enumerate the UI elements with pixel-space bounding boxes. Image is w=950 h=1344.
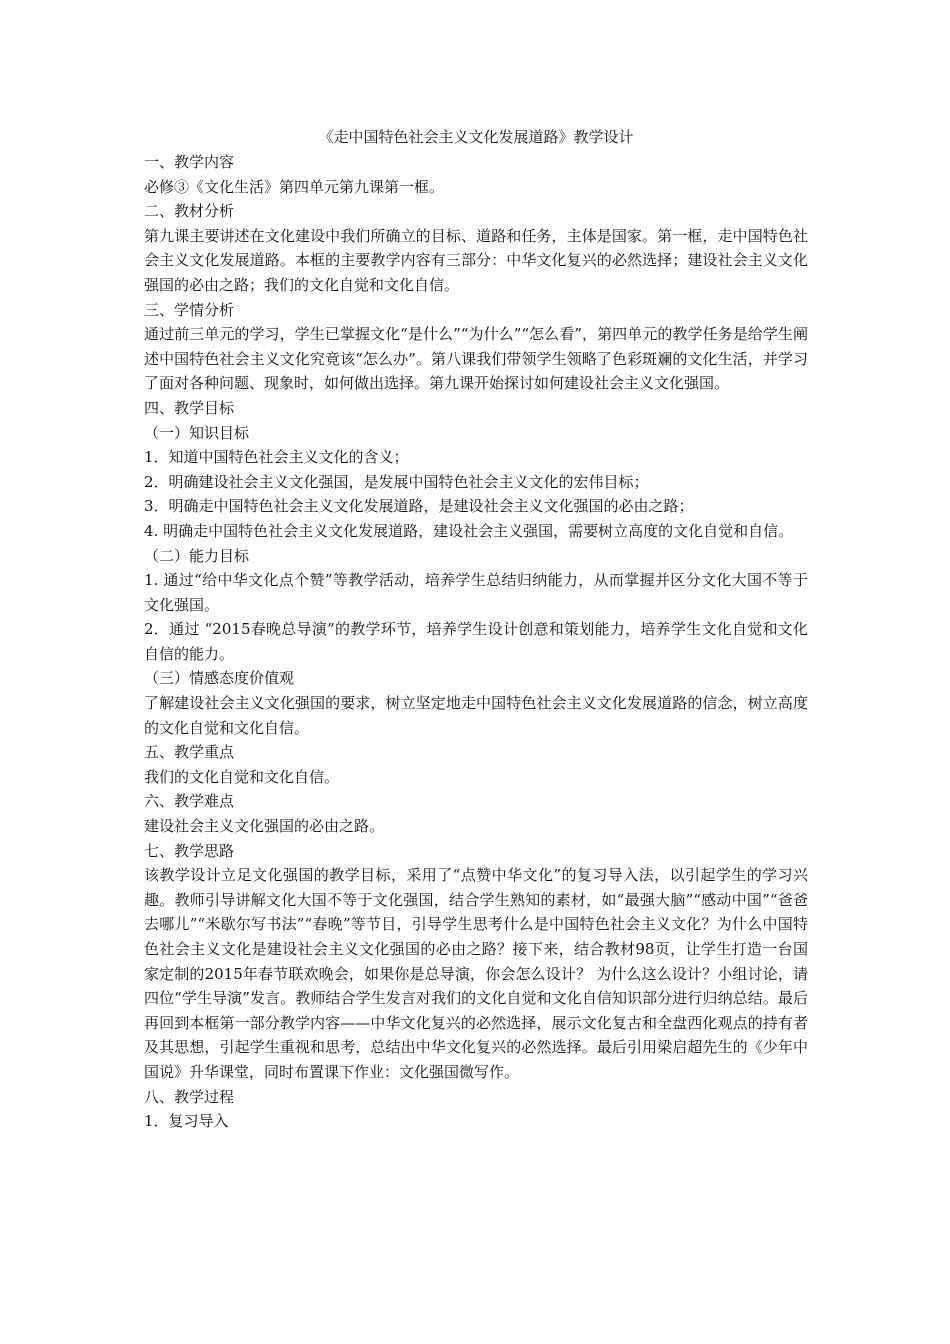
section-text-teaching-approach: 该教学设计立足文化强国的教学目标，采用了“点赞中华文化”的复习导入法，以引起学生的学习兴趣。教师引导讲解文化大国不等于文化强国，结合学生熟知的素材，如“最强大脑”“感动中国”“爸爸去哪儿”“米歇尔写书法”“春晚”等节目，引导学生思考什么是中国特色社会主义文化？为什么中国特色社会主义文化是建设社会主义文化强国的必由之路？接下来，结合教材98页，让学生打造一台国家定制的2015年春节联欢晚会，如果你是总导演，你会怎么设计？ 为什么这么设计？小组讨论，请四位“学生导演”发言。教师结合学生发言对我们的文化自觉和文化自信知识部分进行归纳总结。最后再回到本框第一部分教学内容——中华文化复兴的必然选择，展示文化复古和全盘西化观点的持有者及其思想，引起学生重视和思考，总结出中华文化复兴的必然选择。最后引用梁启超先生的《少年中国说》升华课堂，同时布置课下作业：文化强国微写作。 <box>144 866 808 1081</box>
section-heading-teaching-approach: 七、教学思路 <box>144 841 235 860</box>
subheading-emotion-objectives: （三）情感态度价值观 <box>144 669 295 688</box>
section-text-key-points: 我们的文化自觉和文化自信。 <box>144 767 340 786</box>
section-heading-difficulties: 六、教学难点 <box>144 792 235 811</box>
teaching-process-item: 1．复习导入 <box>144 1112 229 1131</box>
knowledge-objective-item: 4. 明确走中国特色社会主义文化发展道路，建设社会主义强国，需要树立高度的文化自觉和自信。 <box>144 521 794 540</box>
section-text-difficulties: 建设社会主义文化强国的必由之路。 <box>144 817 385 836</box>
emotion-objective-text: 了解建设社会主义文化强国的要求，树立坚定地走中国特色社会主义文化发展道路的信念，树立高度的文化自觉和文化自信。 <box>144 694 808 737</box>
section-heading-key-points: 五、教学重点 <box>144 743 235 762</box>
section-heading-student-analysis: 三、学情分析 <box>144 300 235 319</box>
knowledge-objective-item: 3．明确走中国特色社会主义文化发展道路，是建设社会主义文化强国的必由之路； <box>144 497 694 516</box>
section-heading-textbook-analysis: 二、教材分析 <box>144 202 235 221</box>
section-heading-objectives: 四、教学目标 <box>144 398 235 417</box>
section-text-student-analysis: 通过前三单元的学习，学生已掌握文化“是什么”“为什么”“怎么看”，第四单元的教学任务是给学生阐述中国特色社会主义文化究竟该“怎么办”。第八课我们带领学生领略了色彩斑斓的文化生活，并学习了面对各种问题、现象时，如何做出选择。第九课开始探讨如何建设社会主义文化强国。 <box>144 325 808 393</box>
subheading-knowledge-objectives: （一）知识目标 <box>144 423 250 442</box>
ability-objective-item: 2．通过 “2015春晚总导演”的教学环节，培养学生设计创意和策划能力，培养学生文化自觉和文化自信的能力。 <box>144 620 808 663</box>
section-text-content: 必修③《文化生活》第四单元第九课第一框。 <box>144 177 445 196</box>
document-title: 《走中国特色社会主义文化发展道路》教学设计 <box>318 128 634 146</box>
section-heading-teaching-process: 八、教学过程 <box>144 1087 235 1106</box>
document-page <box>144 124 808 1134</box>
section-heading-content: 一、教学内容 <box>144 153 235 171</box>
section-text-textbook-analysis: 第九课主要讲述在文化建设中我们所确立的目标、道路和任务，主体是国家。第一框，走中国特色社会主义文化发展道路。本框的主要教学内容有三部分：中华文化复兴的必然选择；建设社会主义文化强国的必由之路；我们的文化自觉和文化自信。 <box>144 226 808 294</box>
knowledge-objective-item: 2．明确建设社会主义文化强国，是发展中国特色社会主义文化的宏伟目标； <box>144 472 649 491</box>
knowledge-objective-item: 1．知道中国特色社会主义文化的含义； <box>144 448 409 467</box>
ability-objective-item: 1. 通过“给中华文化点个赞”等教学活动，培养学生总结归纳能力，从而掌握并区分文化大国不等于文化强国。 <box>144 571 808 614</box>
subheading-ability-objectives: （二）能力目标 <box>144 546 250 565</box>
